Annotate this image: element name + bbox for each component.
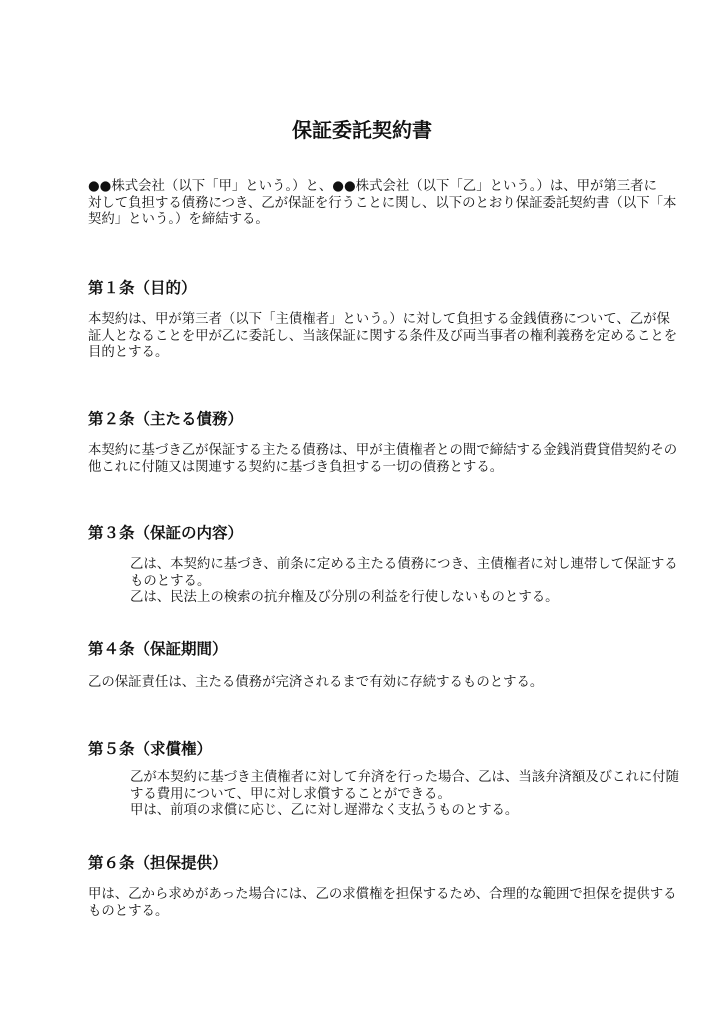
article-2-heading: 第２条（主たる債務） xyxy=(88,410,244,428)
text-line: 乙の保証責任は、主たる債務が完済されるまで有効に存続するものとする。 xyxy=(88,675,544,690)
text-line: 目的とする。 xyxy=(88,345,169,360)
intro-paragraph xyxy=(88,179,677,229)
article-1-heading: 第１条（目的） xyxy=(88,279,197,297)
document-title: 保証委託契約書 xyxy=(292,118,432,142)
text-line: ものとする。 xyxy=(88,903,169,919)
text-line: 本契約は、甲が第三者（以下「主債権者」という。）に対して負担する金銭債務について、乙が保 xyxy=(88,312,670,327)
text-line: 乙が本契約に基づき主債権者に対して弁済を行った場合、乙は、当該弁済額及びこれに付随 xyxy=(130,770,680,785)
article-6-body xyxy=(88,887,677,920)
article-3-heading: 第３条（保証の内容） xyxy=(88,524,244,542)
article-3-body xyxy=(130,557,690,607)
article-6-heading: 第６条（担保提供） xyxy=(88,854,228,872)
text-line: ものとする。 xyxy=(130,573,211,589)
text-line: 他これに付随又は関連する契約に基づき負担する一切の債務とする。 xyxy=(88,459,504,475)
text-line: ●●株式会社（以下「甲」という。）と、●●株式会社（以下「乙」という。）は、甲が第三者に xyxy=(88,179,657,194)
text-line: 甲は、前項の求償に応じ、乙に対し遅滞なく支払うものとする。 xyxy=(130,803,519,818)
article-2-body xyxy=(88,443,678,476)
text-line: 対して負担する債務につき、乙が保証を行うことに関し、以下のとおり保証委託契約書（以下「本 xyxy=(88,195,677,211)
text-line: 本契約に基づき乙が保証する主たる債務は、甲が主債権者との間で締結する金銭消費貸借契約その xyxy=(88,443,678,458)
article-4-heading: 第４条（保証期間） xyxy=(88,640,228,658)
article-5-heading: 第５条（求償権） xyxy=(88,740,213,758)
article-5-body xyxy=(130,770,690,820)
text-line: 乙は、本契約に基づき、前条に定める主たる債務につき、主債権者に対し連帯して保証する xyxy=(130,557,678,572)
text-line: 契約」という。）を締結する。 xyxy=(88,212,269,227)
text-line: 乙は、民法上の検索の抗弁権及び分別の利益を行使しないものとする。 xyxy=(130,590,559,605)
text-line: 証人となることを甲が乙に委託し、当該保証に関する条件及び両当事者の権利義務を定めることを xyxy=(88,328,678,344)
text-line: する費用について、甲に対し求償することができる。 xyxy=(130,786,451,802)
article-4-body xyxy=(88,675,648,692)
text-line: 甲は、乙から求めがあった場合には、乙の求償権を担保するため、合理的な範囲で担保を提供する xyxy=(88,887,677,902)
article-1-body xyxy=(88,312,678,362)
